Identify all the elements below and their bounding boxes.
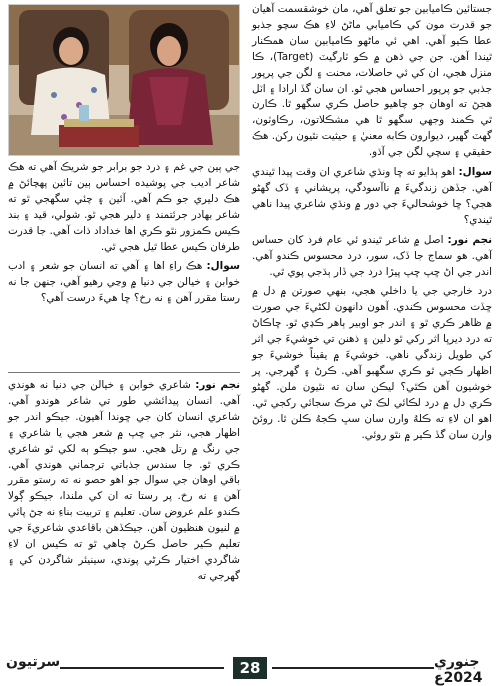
- interview-photo: [8, 4, 240, 156]
- left-paragraph-1: جي ٻين جي غم ۽ درد جو برابر جو شريڪ آهي ته هڪ شاعر اديب جي پوشيده احساس ٻين تائين پهچائڻ ۾ هڪ دليري جو ڪم آهي. آئين ۽ چئي سگهجي ٿو ته شاعر بهادر جرئتمند ۽ دلير هجي ٿو. شولي، قيد ۽ بند ڪيس ڪمزور نٿو ڪري اها خداداد ذات آهي. جا قدرت طرفان ڪيس عطا ٿيل هجي ٿي.: [8, 161, 240, 253]
- page-number: 28: [233, 657, 267, 679]
- footer-rule-left: [60, 667, 224, 669]
- answer-1-text: اصل ۾ شاعر ٿيندو ئي عام فرد کان حساس آهي. هو سماج جا ڏک، سور، درد محسوس ڪندو آهي. اندر جي اڻ ڇپ ڇپ پيڙا درد جي ڏار ٻڌجي پوي ٿي.: [252, 233, 492, 278]
- question-2-label: سوال:: [206, 260, 240, 273]
- left-column-top: [8, 160, 240, 311]
- answer-1-label: نجم نور:: [447, 233, 493, 246]
- photo-illustration: [9, 5, 240, 156]
- answer-2: [8, 378, 240, 585]
- answer-1: [252, 233, 492, 281]
- answer-2-label: نجم نور:: [195, 379, 240, 391]
- right-paragraph-1: جستائين ڪاميابين جو تعلق آهي، مان خوشقسمت آهيان جو قدرت مون کي ڪاميابي ماڻڻ لاءِ هڪ سچو جذبو عطا ڪيو آهي. اهي ئي ماڻهو ڪاميابين سان همڪنار ٿيندا آهن. جن جي ذهن ۾ ڪو ٽارگيٽ (Target)، ڪا منزل هجي، ان کي ئي حاصلات، محنت ۽ لگن جي پرپور جذبي جو پرپور احساس هجي ٿو. ان سان گڏ ارادا ۽ اٽل هجڻ ته اوهان جو چاهيو حاصل ڪري سگهو ٿا. ڪارن ٿي ڪمند وجهي سگهو ٿا هي مشڪلاتون، رڪاوٽون، گهٽ گهير، ديوارون ڪابه معنيٰ ۽ حيثيت نٿيون رکن. هڪ حقيقي ۽ سچي لگن جي آڌو.: [252, 3, 492, 159]
- question-1-text: اهو ٻڌايو ته ڇا ونڌي شاعري ان وقت پيدا ٿيندي آهي. جڏهن زندگيءَ ۾ ناآسودگي، پريشاني ۽ ڏک گهڻو هجي؟ ڇا خوشحاليءَ جي دور ۾ ونڌي شاعري پيدا ناهي ٿيندي؟: [252, 166, 492, 226]
- question-2-text: هڪ راءِ اها ۽ آهي ته انسان جو شعر ۽ ادب خوابن ۽ خيالن جي دنيا ۾ وڃي رهيو آهي، جنهن جا نه رستا مقرر آهن ۽ نه رخ؟ ڇا هيءَ درست آهي؟: [8, 260, 240, 305]
- issue-date: جنوري 2024ع: [434, 654, 483, 686]
- footer-rule-right: [272, 667, 434, 669]
- left-column-bottom: [8, 378, 240, 589]
- section-divider: [8, 372, 240, 373]
- question-2: [8, 259, 240, 307]
- right-column: [252, 2, 492, 650]
- magazine-title: سرتيون: [6, 654, 61, 670]
- answer-2-text: شاعري خوابن ۽ خيالن جي دنيا نه هوندي آهي. انسان پيدائشي طور تي شاعر هوندو آهي. شاعري انسان کان جي ڇوندا آهيون. جيڪو اندر جو اظهار هجي، نثر جي ڇپ ۾ شعر هجي يا شاعري ۽ جي رنگ ۾ رتل هجي. سو جيڪو ٻه لکي ٿو شاعري ڪري ٿو. جا سندس جذباتي ترجماني هوندي آهي. باقي اوهان جي سوال جو اهو حصو نه ته رستو مقرر آهن ۽ نه رخ. پر رستا ته ان کي ملندا، جيڪو ڳولا ڪندو علم عروض سان. تعليم ۽ تربيت بناءِ نه ڃڻ پائي ۾ لنيون هنظيون آهن. جيڪڏهن باقاعدي شاعريءَ جي تعليم ڪير حاصل ڪرڻ چاهي ٿو ته ڪيس ان لاءِ شاگردي اختيار ڪرڻي پوندي، سينيئر شاگردن کي ۽ گهرجي ته: [8, 379, 240, 582]
- question-1-label: سوال:: [458, 166, 492, 179]
- question-1: [252, 165, 492, 229]
- right-paragraph-2: درد خارجي جي يا داخلي هجي، بنهي صورتن ۾ دل ۾ ڇڏت محسوس ڪندي. آهون دانهون لکڻيءَ جي صورت ۾ ظاهر ڪري ٿو ۽ اندر جو اوبير ٻاهر ڪڍي ٿو. ڇاڪاڻ ته درد ديرپا اثر رکي ٿو دلين ۽ ذهنن تي خوشيءَ جي اثر کي طويل زندگي ناهي. خوشيءَ ۾ يقيناً خوشيءَ جو اظهار ڪجي ٿو ڪري سگهبو آهي. ڪرڻ ۽ گهرجي. پر خوشيون آهن ڪٿي؟ ليڪن سان ته نٿيون ملن. گهڻو ڪري دل ۾ درد لڪائي لڪ ڻي مرڪ سجائي رکجي ٿي. اهو ان لاءِ ته ڪلهُ وارن سان سڀ ڪجهُ ڪلن ٿا. روئڻ وارن سان گڏ ڪير ۾ نٿو روئي.: [252, 285, 492, 441]
